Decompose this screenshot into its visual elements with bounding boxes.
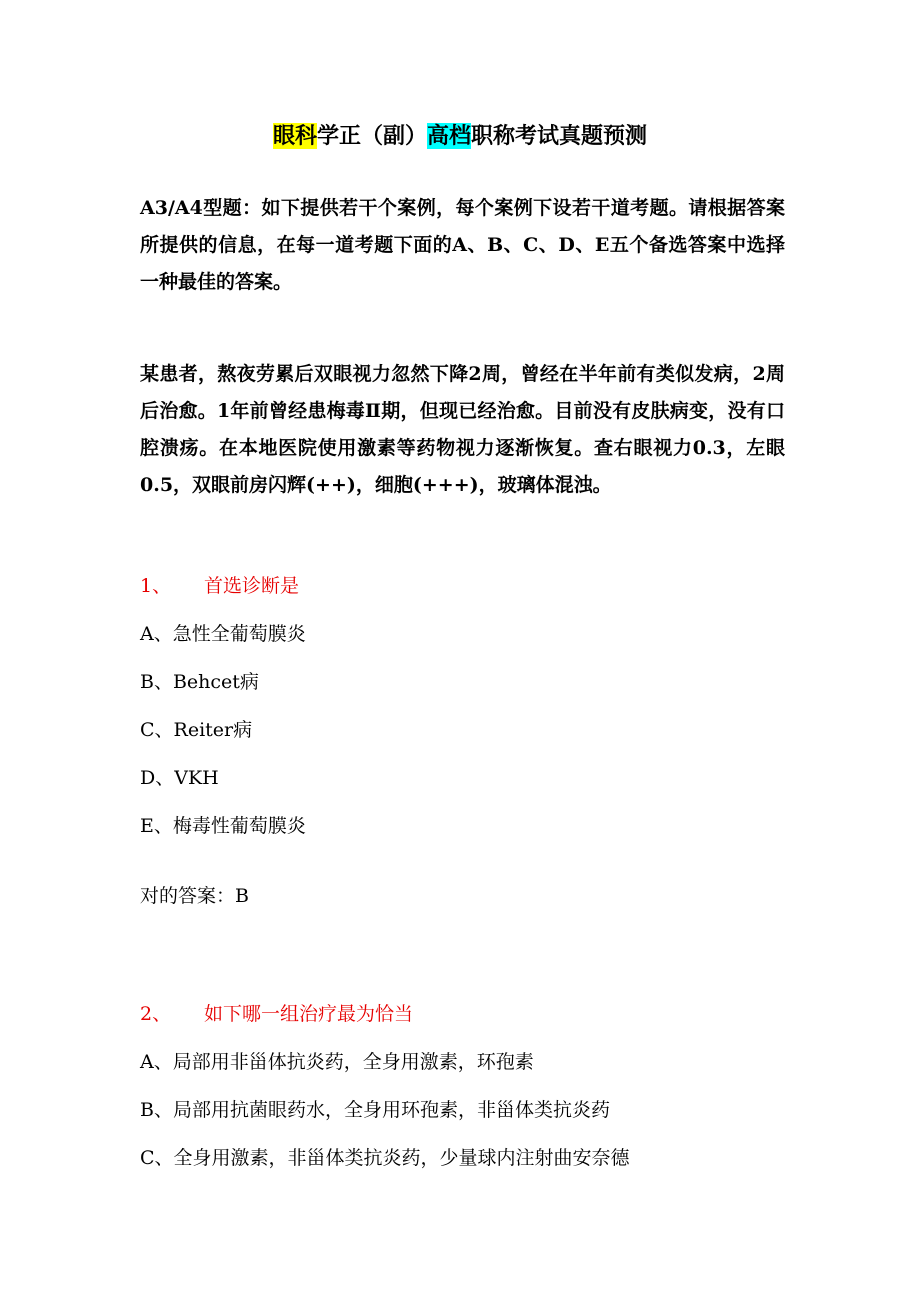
title-highlight-yellow: 眼科 (272, 123, 317, 149)
instructions-paragraph: A3/A4型题：如下提供若干个案例，每个案例下设若干道考题。请根据答案所提供的信息，在每一道考题下面的A、B、C、D、E五个备选答案中选择一种最佳的答案。 (140, 197, 785, 293)
q2-option-a: A、局部用非甾体抗炎药，全身用激素，环孢素 (140, 1051, 534, 1073)
q1-option-b: B、Behcet病 (140, 671, 259, 693)
q2-option-b: B、局部用抗菌眼药水，全身用环孢素，非甾体类抗炎药 (140, 1099, 610, 1121)
title-segment: 学正（副） (316, 123, 427, 149)
question-2-text: 如下哪一组治疗最为恰当 (204, 1003, 414, 1025)
title-highlight-cyan: 高档 (427, 123, 472, 149)
title-segment-end: 职称考试真题预测 (471, 123, 648, 149)
question-1 (140, 571, 299, 601)
question-2 (140, 999, 413, 1029)
q2-option-c: C、全身用激素，非甾体类抗炎药，少量球内注射曲安奈德 (140, 1147, 630, 1169)
q1-answer: 对的答案：B (140, 885, 249, 907)
q1-option-a: A、急性全葡萄膜炎 (140, 623, 306, 645)
case-paragraph: 某患者，熬夜劳累后双眼视力忽然下降2周，曾经在半年前有类似发病，2周后治愈。1年前曾经患梅毒Ⅱ期，但现已经治愈。目前没有皮肤病变，没有口腔溃疡。在本地医院使用激素等药物视力逐渐恢复。查右眼视力0.3，左眼0.5，双眼前房闪辉(++)，细胞(+++)，玻璃体混浊。 (140, 363, 785, 496)
q1-option-d: D、VKH (140, 767, 219, 789)
q1-option-e: E、梅毒性葡萄膜炎 (140, 815, 306, 837)
document-title (0, 116, 920, 156)
question-2-number: 2、 (140, 1003, 172, 1025)
q1-option-c: C、Reiter病 (140, 719, 253, 741)
question-1-number: 1、 (140, 575, 172, 597)
question-1-text: 首选诊断是 (204, 575, 300, 597)
